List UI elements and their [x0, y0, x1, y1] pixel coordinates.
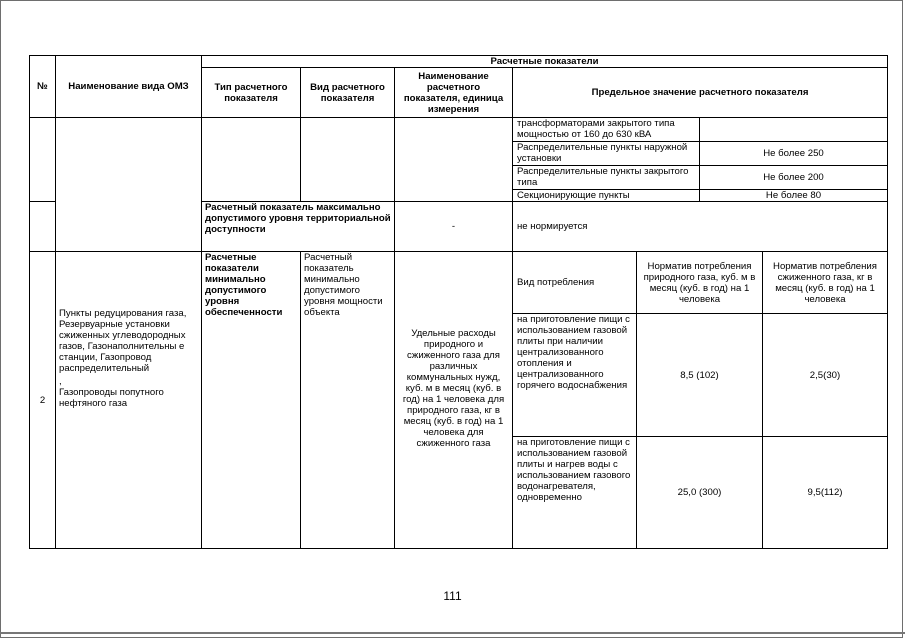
access-indicator-value: не нормируется [513, 202, 888, 252]
row2-indicator-kind: Расчетный показатель минимально допустимого уровня мощности объекта [301, 252, 395, 549]
row2-indicator-unit [395, 252, 513, 549]
cont-label-2: Распределительные пункты закрытого типа [513, 166, 700, 190]
cont-value-2: Не более 200 [700, 166, 888, 190]
row2-unit-text: Удельные расходы природного и сжиженного газа для различных коммунальных нужд, куб. м в месяц (куб. в год) на 1 человека для природного газа, кг в месяц (куб. в год) на 1 человека для сжиженного газа [402, 328, 505, 449]
access-indicator-unit: - [395, 202, 513, 252]
row2-indicator-type: Расчетные показатели минимально допустимого уровня обеспеченности [202, 252, 301, 549]
header-indicator-unit: Наименование расчетного показателя, единица измерения [395, 68, 513, 118]
row2-name-part1: Пункты редуцирования газа, Резервуарные установки сжиженных углеводородных газов, Газонаполнительны е станции, Газопровод распределительный [59, 308, 187, 374]
header-indicator-type: Тип расчетного показателя [202, 68, 301, 118]
row2-item-1-lpg: 9,5(112) [763, 437, 888, 549]
cont-kind [301, 118, 395, 202]
header-indicator-kind: Вид расчетного показателя [301, 68, 395, 118]
header-calc-indicators: Расчетные показатели [202, 56, 888, 68]
cont-value-1: Не более 250 [700, 142, 888, 166]
omz-table [29, 55, 888, 549]
cont-name [56, 118, 202, 252]
row2-num: 2 [30, 252, 56, 549]
row2-col-consumption: Вид потребления [513, 252, 637, 314]
row2-omz-name [56, 252, 202, 549]
row2-item-0-lpg: 2,5(30) [763, 314, 888, 437]
header-num: № [30, 56, 56, 118]
table-row [30, 118, 888, 142]
row2-col-natural: Норматив потребления природного газа, куб. м в месяц (куб. в год) на 1 человека [637, 252, 763, 314]
row2-item-0-label: на приготовление пищи с использованием газовой плиты при наличии централизованного отопления и централизованного горячего водоснабжения [513, 314, 637, 437]
header-row-group [30, 56, 888, 68]
cont-value-0 [700, 118, 888, 142]
row2-name-part2: Газопроводы попутного нефтяного газа [59, 387, 164, 409]
cont-label-0: трансформаторами закрытого типа мощностью от 160 до 630 кВА [513, 118, 700, 142]
bottom-rule [0, 632, 905, 634]
cont-unit [395, 118, 513, 202]
header-limit-value: Предельное значение расчетного показателя [513, 68, 888, 118]
row2-item-0-natural: 8,5 (102) [637, 314, 763, 437]
row2-name-dot: , [59, 376, 62, 387]
table-row [30, 252, 888, 314]
cont-num [30, 118, 56, 202]
header-omz-name: Наименование вида ОМЗ [56, 56, 202, 118]
cont-type [202, 118, 301, 202]
cont-value-3: Не более 80 [700, 190, 888, 202]
cont-num-access [30, 202, 56, 252]
access-indicator-label: Расчетный показатель максимально допустимого уровня территориальной доступности [202, 202, 395, 252]
cont-label-1: Распределительные пункты наружной установки [513, 142, 700, 166]
row2-item-1-natural: 25,0 (300) [637, 437, 763, 549]
row2-col-lpg: Норматив потребления сжиженного газа, кг в месяц (куб. в год) на 1 человека [763, 252, 888, 314]
row2-item-1-label: на приготовление пищи с использованием газовой плиты и нагрев воды с использованием газового водонагревателя, одновременно [513, 437, 637, 549]
cont-label-3: Секционирующие пункты [513, 190, 700, 202]
page-number: 111 [443, 589, 462, 603]
